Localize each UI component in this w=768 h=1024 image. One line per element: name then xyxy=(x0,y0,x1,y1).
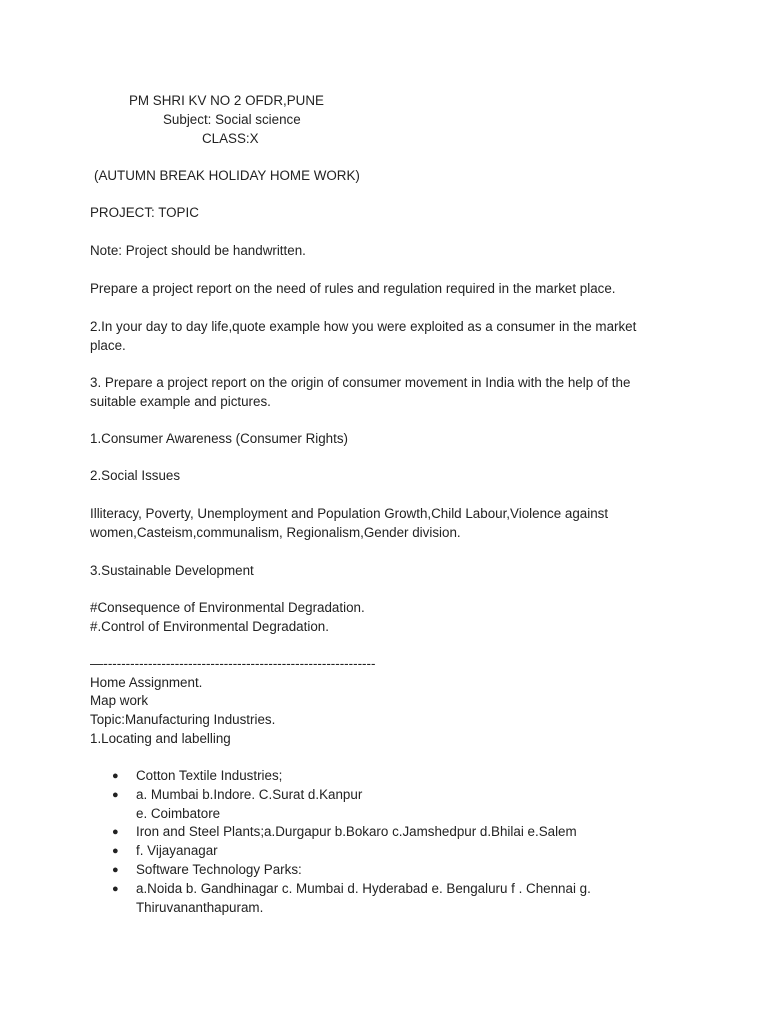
list-item-text: Cotton Textile Industries; xyxy=(136,768,283,783)
control-line: #.Control of Environmental Degradation. xyxy=(90,619,329,634)
topic-sustainable-development: 3.Sustainable Development xyxy=(90,563,254,578)
bullet-icon: ● xyxy=(112,788,119,801)
section-divider: —------------------------------------------------------------- xyxy=(90,656,376,671)
bullet-icon: ● xyxy=(112,882,119,895)
bullet-icon: ● xyxy=(112,863,119,876)
list-item xyxy=(112,823,632,842)
school-name: PM SHRI KV NO 2 OFDR,PUNE xyxy=(129,93,324,108)
topic-social-issues: 2.Social Issues xyxy=(90,468,181,483)
locating-labelling: 1.Locating and labelling xyxy=(90,731,231,746)
list-item-text: a.Noida b. Gandhinagar c. Mumbai d. Hyderabad e. Bengaluru f . Chennai g. Thiruvananthapuram. xyxy=(136,880,591,915)
topic-consumer-awareness: 1.Consumer Awareness (Consumer Rights) xyxy=(90,431,348,446)
map-topic: Topic:Manufacturing Industries. xyxy=(90,712,276,727)
task-3: 3. Prepare a project report on the origin of consumer movement in India with the help of the suitable example and pictures. xyxy=(90,375,631,409)
list-item xyxy=(112,880,632,918)
social-issues-list: Illiteracy, Poverty, Unemployment and Population Growth,Child Labour,Violence against women,Casteism,communalism, Regionalism,Gender division. xyxy=(90,506,609,540)
task-2: 2.In your day to day life,quote example how you were exploited as a consumer in the market place. xyxy=(90,319,637,353)
map-work-heading: Map work xyxy=(90,693,149,708)
project-topic-heading: PROJECT: TOPIC xyxy=(90,205,199,220)
note-text: Note: Project should be handwritten. xyxy=(90,243,306,258)
list-item xyxy=(112,842,632,861)
list-item xyxy=(112,767,632,786)
bullet-icon: ● xyxy=(112,826,119,839)
task-1: Prepare a project report on the need of rules and regulation required in the market place. xyxy=(90,281,616,296)
homework-title: (AUTUMN BREAK HOLIDAY HOME WORK) xyxy=(94,168,360,183)
list-item-text: a. Mumbai b.Indore. C.Surat d.Kanpur xyxy=(136,786,363,802)
list-item-text: Software Technology Parks: xyxy=(136,861,302,877)
list-item xyxy=(112,861,632,880)
bullet-icon: ● xyxy=(112,845,119,858)
bullet-icon: ● xyxy=(112,770,119,782)
list-item-text: Iron and Steel Plants;a.Durgapur b.Bokaro c.Jamshedpur d.Bhilai e.Salem xyxy=(136,824,577,840)
home-assignment-heading: Home Assignment. xyxy=(90,675,203,690)
class-line: CLASS:X xyxy=(202,131,259,146)
consequence-line: #Consequence of Environmental Degradation. xyxy=(90,600,365,615)
subject-line: Subject: Social science xyxy=(163,112,301,127)
list-item xyxy=(112,786,632,824)
list-item-text: f. Vijayanagar xyxy=(136,843,218,859)
locations-bullet-list xyxy=(112,767,632,917)
list-item-subtext: e. Coimbatore xyxy=(136,805,221,821)
